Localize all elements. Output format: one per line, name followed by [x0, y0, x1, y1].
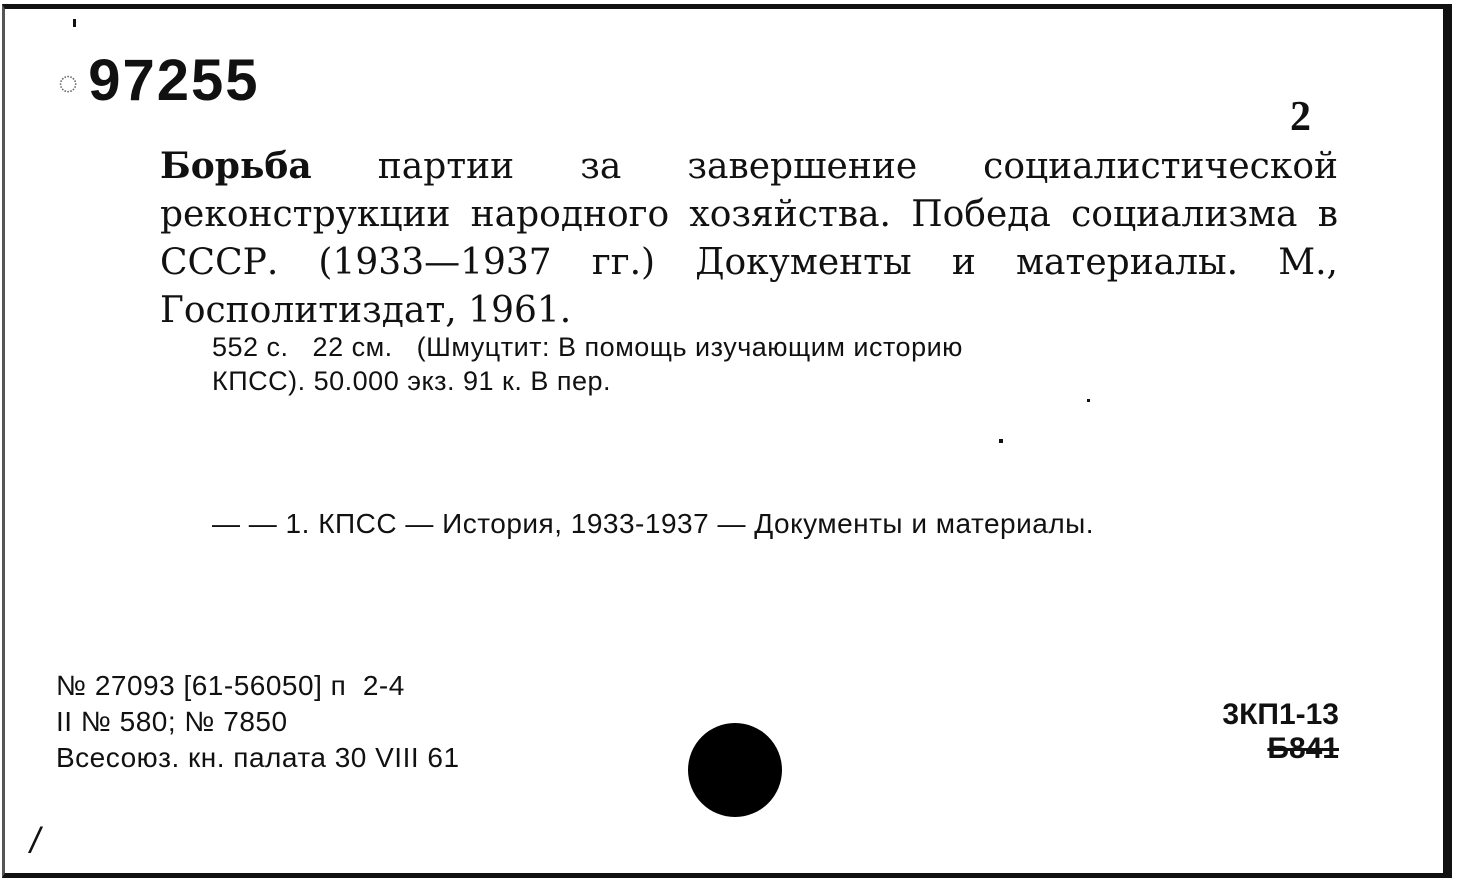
- stamp-icon: ◌: [58, 64, 81, 102]
- title-description: [160, 142, 1338, 335]
- accession-number: [58, 48, 260, 113]
- accession-number-text: 97255: [88, 48, 260, 113]
- classification-code: 3КП1-13: [1222, 698, 1339, 731]
- title-rest: партии за завершение социалистической реконструкции народного хозяйства. Победа социализма в СССР. (1933—1937 гг.) Документы и материалы. М., Госполитиздат, 1961.: [160, 146, 1338, 331]
- speck-right: [1087, 399, 1090, 402]
- speck-top: [73, 19, 76, 27]
- card-number: 2: [1290, 94, 1311, 140]
- subject-heading: — — 1. КПСС — История, 1933-1937 — Документы и материалы.: [212, 508, 1095, 539]
- imprint-line-1: № 27093 [61-56050] п 2-4: [56, 670, 405, 701]
- margin-mark: /: [30, 820, 41, 861]
- imprint-line-3: Всесоюз. кн. палата 30 VIII 61: [56, 742, 460, 773]
- punch-hole: [688, 723, 782, 817]
- imprint-block: [56, 668, 460, 776]
- title-lead-word: Борьба: [160, 145, 312, 187]
- collation: [212, 330, 1338, 398]
- imprint-line-2: II № 580; № 7850: [56, 706, 288, 737]
- collation-line-1: 552 с. 22 см. (Шмуцтит: В помощь изучающим историю: [212, 332, 963, 362]
- classification: [1222, 698, 1339, 766]
- collation-line-2: КПСС). 50.000 экз. 91 к. В пер.: [212, 366, 611, 396]
- speck-middle: [999, 439, 1003, 443]
- classification-struck: Б841: [1267, 732, 1339, 765]
